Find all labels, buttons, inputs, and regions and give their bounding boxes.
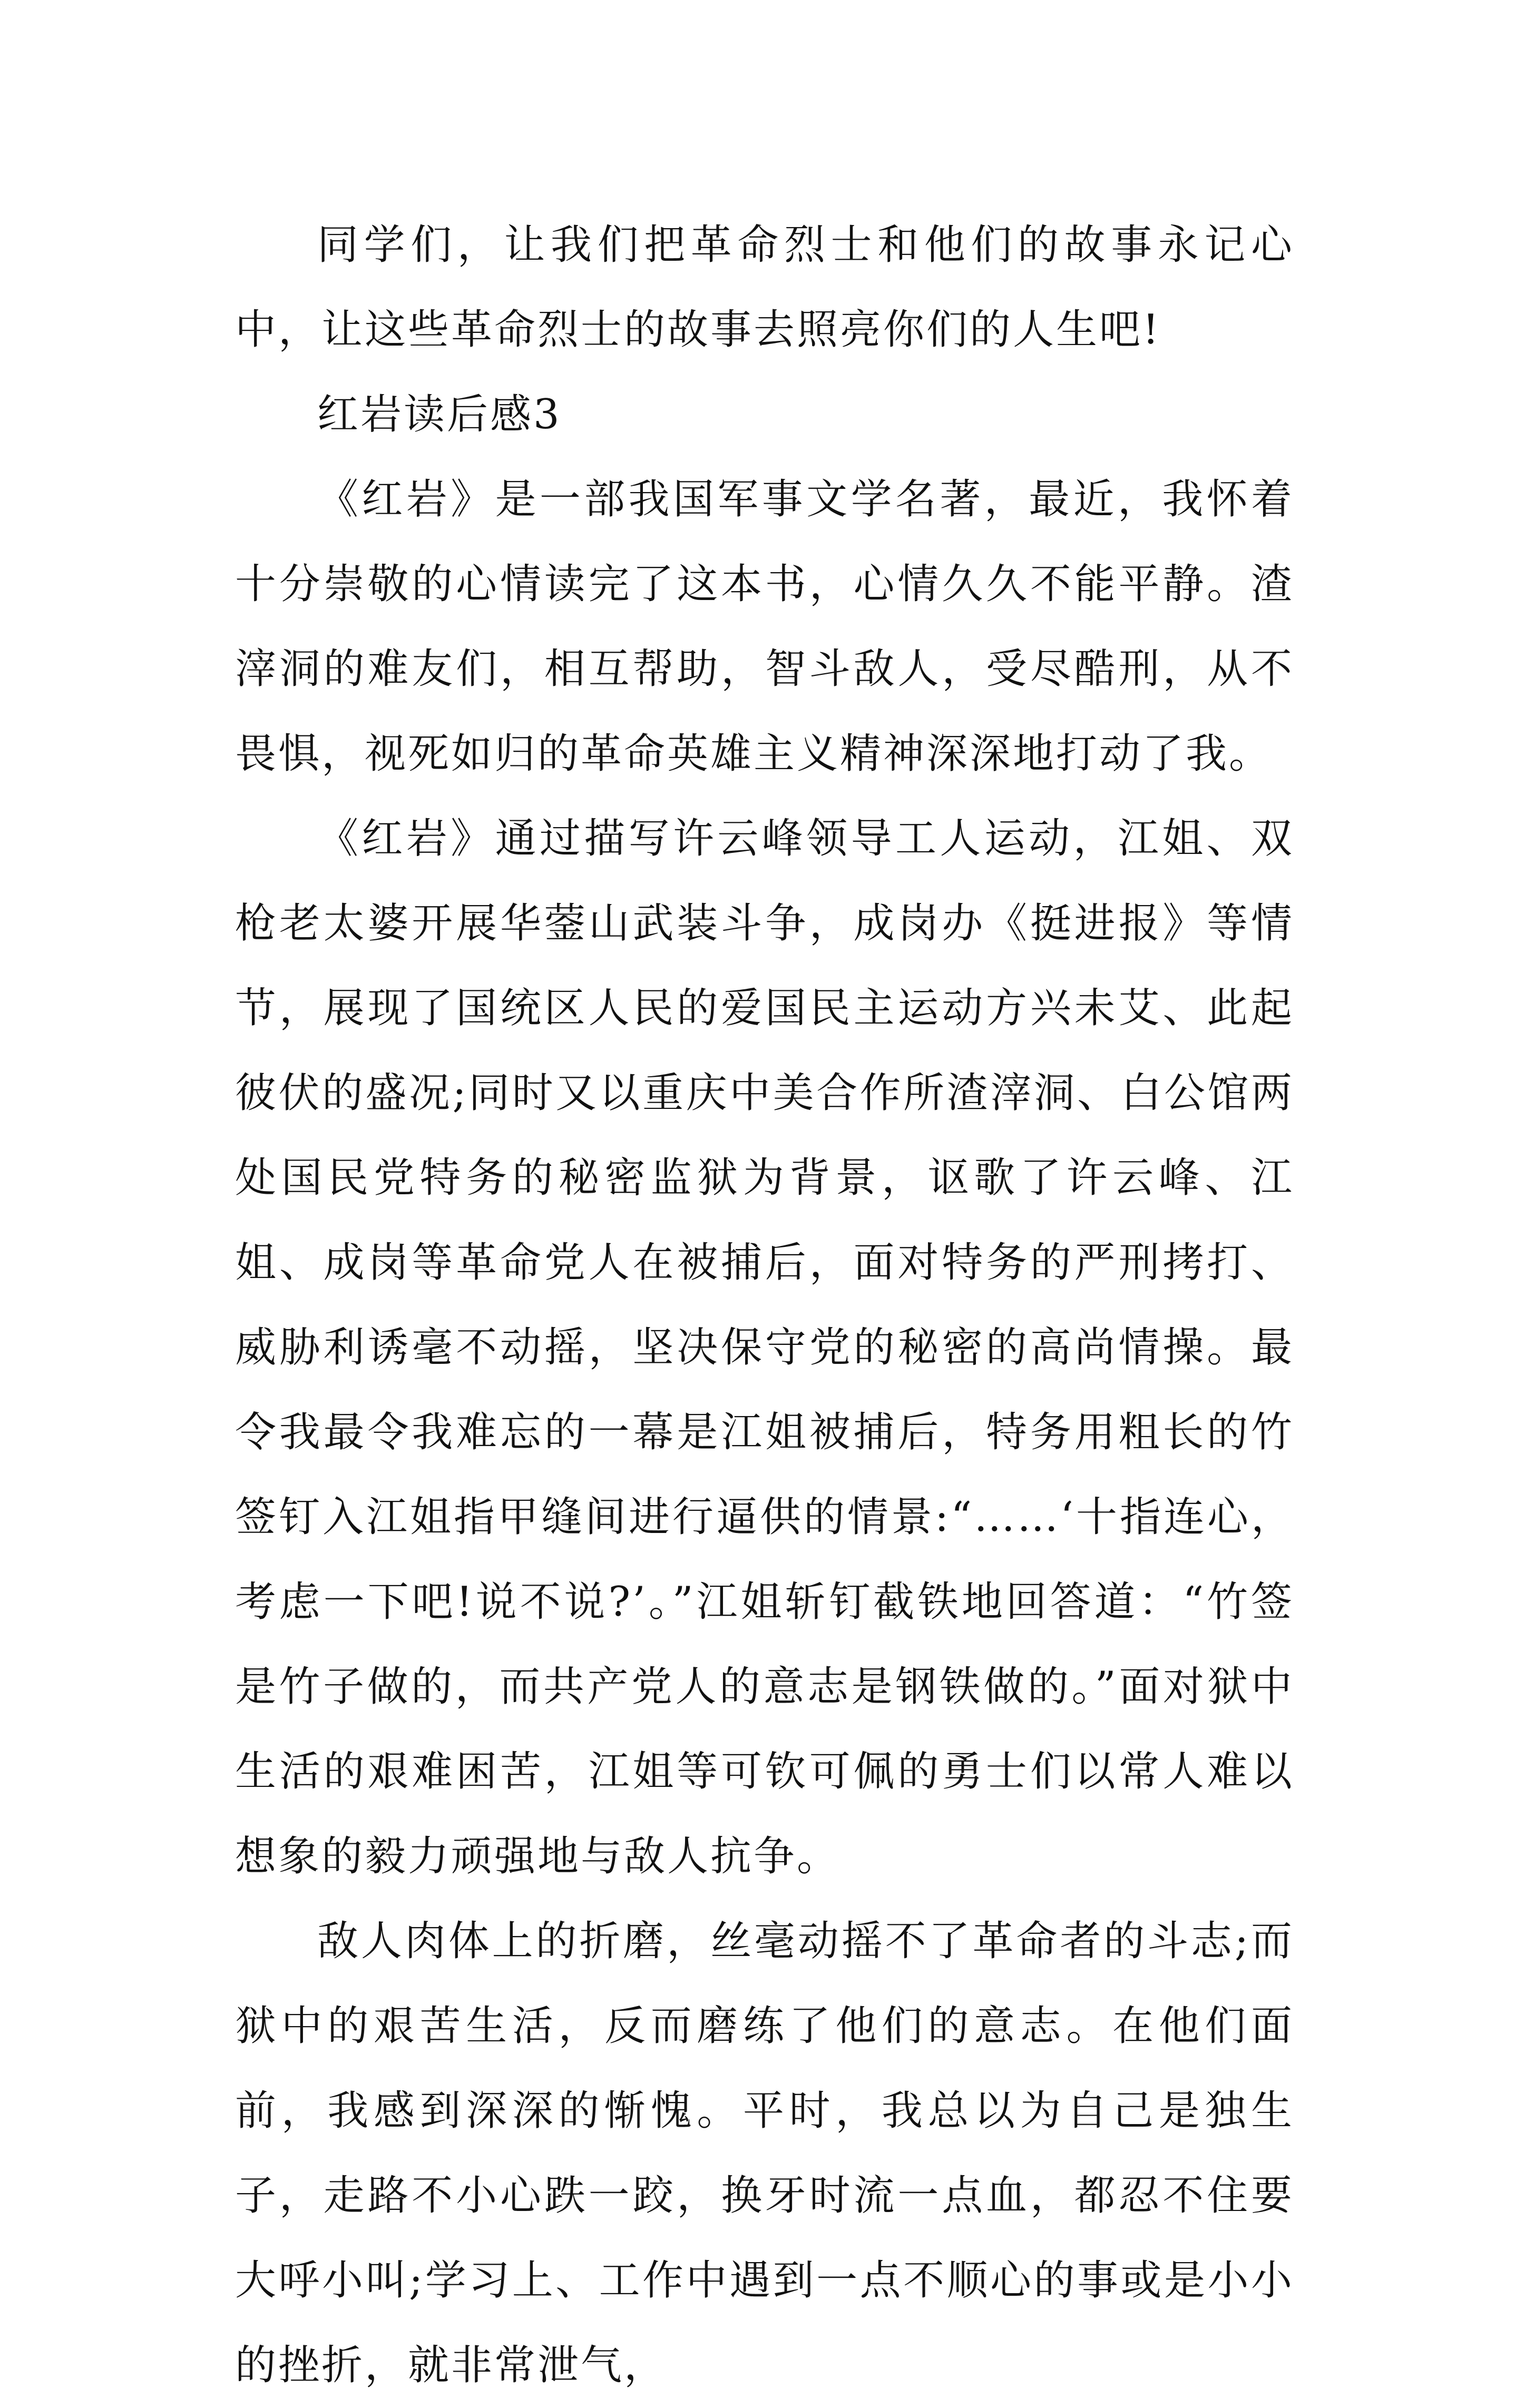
section-heading: 红岩读后感3 <box>317 391 562 438</box>
paragraph-summary: 《红岩》通过描写许云峰领导工人运动，江姐、双枪老太婆开展华蓥山武装斗争，成岗办《挺进报》等情节，展现了国统区人民的爱国民主运动方兴未艾、此起彼伏的盛况;同时又以重庆中美合作所渣滓洞、白公馆两处国民党特务的秘密监狱为背景，讴歌了许云峰、江姐、成岗等革命党人在被捕后，面对特务的严刑拷打、威胁利诱毫不动摇，坚决保守党的秘密的高尚情操。最令我最令我难忘的一幕是江姐被捕后，特务用粗长的竹签钉入江姐指甲缝间进行逼供的情景:“……‘十指连心，考虑一下吧!说不说?’。”江姐斩钉截铁地回答道：“竹签是竹子做的，而共产党人的意志是钢铁做的。”面对狱中生活的艰难困苦，江姐等可钦可佩的勇士们以常人难以想象的毅力顽强地与敌人抗争。 <box>235 815 1294 1880</box>
paragraph-reflection: 敌人肉体上的折磨，丝毫动摇不了革命者的斗志;而狱中的艰苦生活，反而磨练了他们的意志。在他们面前，我感到深深的惭愧。平时，我总以为自己是独生子，走路不小心跌一跤，换牙时流一点血，都忍不住要大呼小叫;学习上、工作中遇到一点不顺心的事或是小小的挫折，就非常泄气， <box>235 1918 1294 2389</box>
paragraph-intro: 《红岩》是一部我国军事文学名著，最近，我怀着十分崇敬的心情读完了这本书，心情久久不能平静。渣滓洞的难友们，相互帮助，智斗敌人，受尽酷刑，从不畏惧，视死如归的革命英雄主义精神深深地打动了我。 <box>235 476 1294 778</box>
document-body <box>235 203 1294 2408</box>
paragraph-closing: 同学们，让我们把革命烈士和他们的故事永记心中，让这些革命烈士的故事去照亮你们的人生吧! <box>235 221 1294 353</box>
